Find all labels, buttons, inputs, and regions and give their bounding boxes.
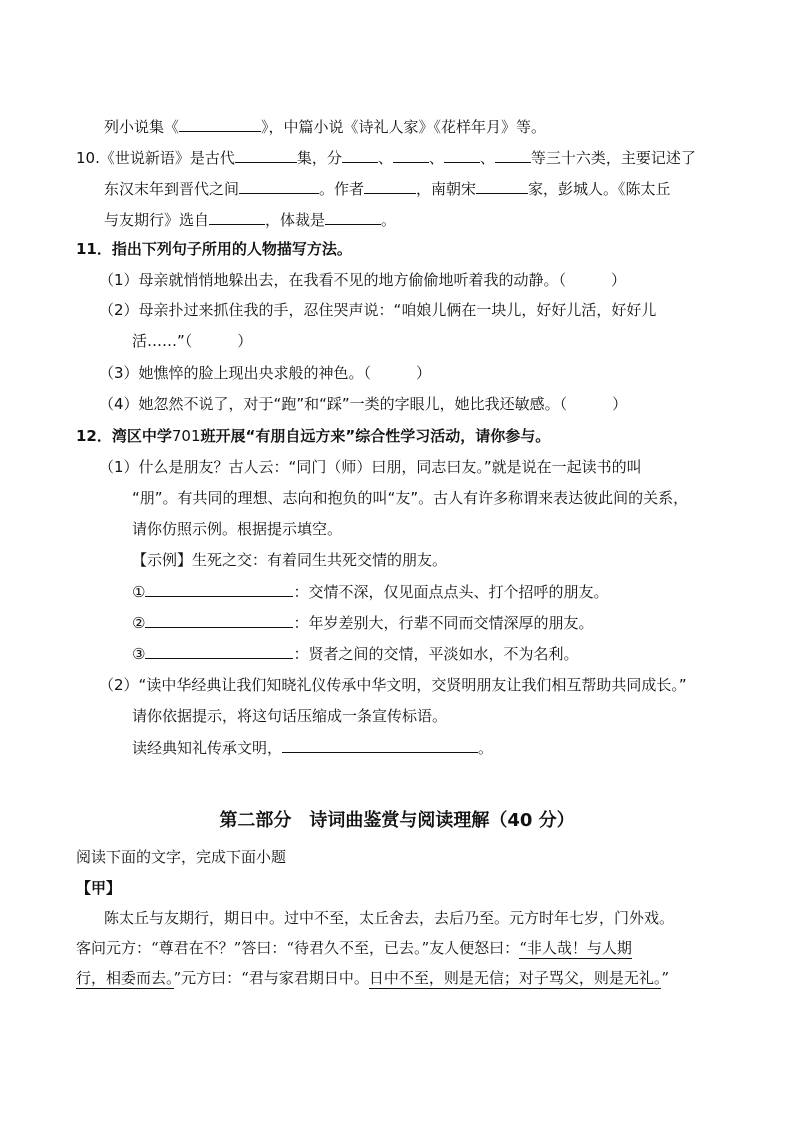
- q12-fill-item: [132, 612, 593, 633]
- q10-blank[interactable]: [393, 147, 429, 163]
- q10-text: 10.《世说新语》是古代: [76, 149, 235, 167]
- q11-title: 11．指出下列句子所用的人物描写方法。: [76, 240, 352, 258]
- q12-fill-item: [132, 581, 608, 602]
- item-number: ③: [132, 645, 146, 663]
- q9-text-b: 》，中篇小说《诗礼人家》《花样年月》等。: [261, 118, 547, 136]
- q10-sep: 、: [479, 149, 495, 167]
- item-definition: ：年岁差别大，行辈不同而交情深厚的朋友。: [293, 614, 594, 632]
- underlined-sentence: “非人哉！与人期: [519, 939, 632, 957]
- idiom-blank[interactable]: [145, 643, 293, 659]
- idiom-blank[interactable]: [145, 581, 293, 597]
- underlined-sentence: 行，相委而去。: [76, 969, 174, 987]
- q10-line-3: [104, 209, 396, 230]
- q12-title-b: 班开展“有朋自远方来”综合性学习活动，请你参与。: [200, 427, 551, 445]
- q12-p1-line-2: “朋”。有共同的理想、志向和抱负的叫“友”。古人有许多称谓来表达彼此间的关系，: [132, 489, 689, 507]
- q9-blank[interactable]: [179, 116, 261, 132]
- passage-label: 【甲】: [76, 879, 122, 897]
- q10-line-2: [104, 178, 671, 199]
- passage-line: [76, 938, 632, 958]
- q10-text: ，南朝宋: [416, 180, 477, 198]
- q12-class-number: 701: [171, 427, 201, 445]
- q12-p2-line-1: （2）“读中华经典让我们知晓礼仪传承中华文明，交贤明朋友让我们相互帮助共同成长。”: [99, 676, 687, 694]
- item-definition: ：贤者之间的交情，平淡如水，不为名利。: [293, 645, 579, 663]
- q10-text: 。作者: [319, 180, 365, 198]
- q10-text: 东汉末年到晋代之间: [104, 180, 240, 198]
- q10-blank[interactable]: [325, 209, 381, 225]
- q11-item-2-cont: 活……”（ ）: [132, 332, 253, 350]
- item-number: ②: [132, 614, 146, 632]
- q12-p2-line-2: 请你依据提示，将这句话压缩成一条宣传标语。: [132, 707, 448, 725]
- item-definition: ：交情不深，仅见面点点头、打个招呼的朋友。: [293, 583, 609, 601]
- q12-title-a: 12．湾区中学: [76, 427, 172, 445]
- slogan-prefix: 读经典知礼传承文明，: [132, 739, 283, 757]
- q12-p1-line-3: 请你仿照示例。根据提示填空。: [132, 520, 343, 538]
- q10-blank[interactable]: [239, 178, 319, 194]
- q12-title: [76, 426, 550, 446]
- q10-text: 等三十六类，主要记述了: [530, 149, 696, 167]
- q10-blank[interactable]: [495, 147, 531, 163]
- passage-text: ”: [661, 969, 670, 987]
- q10-blank[interactable]: [476, 178, 528, 194]
- section-title: 第二部分 诗词曲鉴赏与阅读理解（40 分）: [219, 810, 575, 831]
- q10-blank[interactable]: [364, 178, 416, 194]
- q10-text: 家，彭城人。《陈太丘: [528, 180, 671, 198]
- passage-text: 客问元方：“尊君在不？”答曰：“待君久不至，已去。”友人便怒曰：: [76, 939, 520, 957]
- slogan-suffix: 。: [478, 739, 494, 757]
- q10-text: 。: [381, 211, 397, 229]
- passage-text: ”元方曰：“君与家君期日中。: [173, 969, 369, 987]
- q9-text-a: 列小说集《: [104, 118, 180, 136]
- q12-p1-line-1: （1）什么是朋友？古人云：“同门（师）曰朋，同志曰友。”就是说在一起读书的叫: [99, 458, 642, 476]
- q11-item-4: （4）她忽然不说了，对于“跑”和“踩”一类的字眼儿，她比我还敏感。（ ）: [99, 395, 628, 413]
- passage-line: [76, 968, 669, 988]
- q10-sep: 、: [377, 149, 393, 167]
- q10-blank[interactable]: [342, 147, 378, 163]
- underlined-sentence: 日中不至，则是无信；对子骂父，则是无礼。: [368, 969, 662, 987]
- q10-text: 与友期行》选自: [104, 211, 210, 229]
- q10-text: ，体裁是: [265, 211, 326, 229]
- idiom-blank[interactable]: [145, 612, 293, 628]
- q9-tail-line: [104, 116, 546, 137]
- passage-line: 陈太丘与友期行，期日中。过中不至，太丘舍去，去后乃至。元方时年七岁，门外戏。: [104, 909, 675, 927]
- q10-text: 集，分: [296, 149, 342, 167]
- item-number: ①: [132, 583, 146, 601]
- q10-blank[interactable]: [444, 147, 480, 163]
- q10-line-1: [76, 147, 696, 168]
- q12-fill-item: [132, 643, 578, 664]
- q10-blank[interactable]: [235, 147, 297, 163]
- slogan-blank[interactable]: [282, 737, 478, 753]
- q11-item-3: （3）她憔悴的脸上现出央求般的神色。（ ）: [99, 364, 432, 382]
- q12-example: 【示例】生死之交：有着同生共死交情的朋友。: [132, 551, 448, 569]
- q11-item-2: （2）母亲扑过来抓住我的手，忍住哭声说：“咱娘儿俩在一块儿，好好儿活，好好儿: [99, 301, 657, 319]
- q12-p2-line-3: [132, 737, 493, 758]
- reading-instruction: 阅读下面的文字，完成下面小题: [76, 848, 287, 866]
- q10-sep: 、: [428, 149, 444, 167]
- q11-item-1: （1）母亲就悄悄地躲出去，在我看不见的地方偷偷地听着我的动静。（ ）: [99, 271, 627, 289]
- q10-blank[interactable]: [209, 209, 265, 225]
